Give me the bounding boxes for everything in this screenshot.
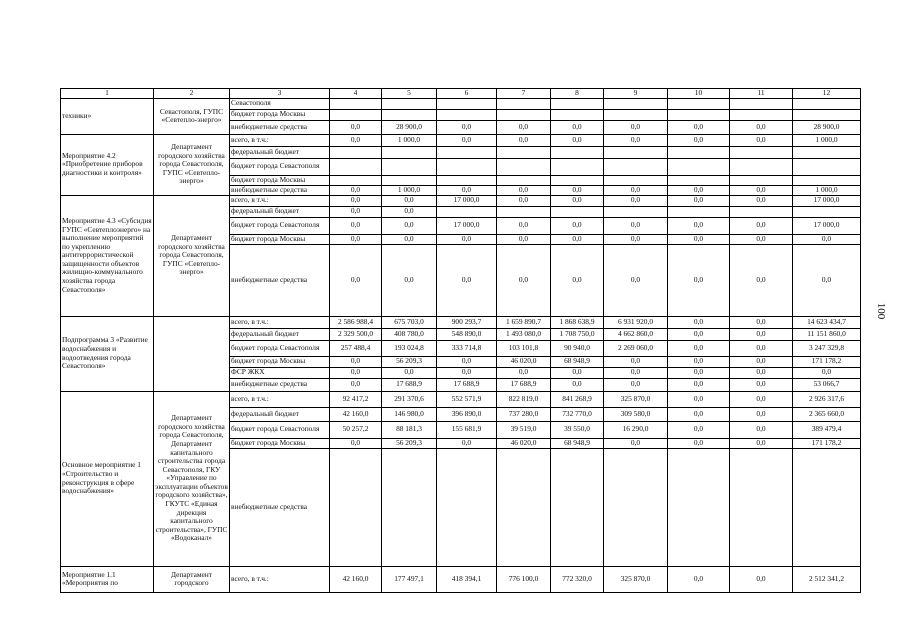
- amount-cell: 900 293,7: [437, 316, 497, 328]
- amount-cell: 0,0: [730, 185, 793, 195]
- table-row: [61, 98, 861, 109]
- amount-cell: 56 209,3: [382, 438, 437, 448]
- amount-cell: 0,0: [497, 185, 551, 195]
- amount-cell: [604, 448, 668, 566]
- amount-cell: 0,0: [330, 206, 382, 217]
- amount-cell: 0,0: [437, 367, 497, 378]
- column-number: 1: [61, 89, 154, 99]
- amount-cell: 0,0: [730, 217, 793, 234]
- amount-cell: [793, 146, 861, 158]
- amount-cell: 68 948,9: [551, 438, 604, 448]
- amount-cell: 0,0: [730, 234, 793, 244]
- amount-cell: [437, 146, 497, 158]
- executor-name: Департамент городского хозяйства города Севастополя, ГУПС «Севтепло-энерго»: [154, 195, 230, 316]
- amount-cell: 0,0: [668, 244, 730, 316]
- amount-cell: [330, 448, 382, 566]
- amount-cell: 0,0: [668, 340, 730, 356]
- amount-cell: [551, 98, 604, 109]
- amount-cell: 50 257,2: [330, 421, 382, 438]
- funding-source: федеральный бюджет: [230, 407, 330, 421]
- amount-cell: 0,0: [382, 206, 437, 217]
- funding-source: внебюджетные средства: [230, 120, 330, 134]
- executor-name: Департамент городского хозяйства города Севастополя, Департамент капитального строительства города Севастополя, ГКУ «Управление по эксплуатации объектов городского хозяйства», ГКУТС «Единая дирекция капитального строительства», ГУПС «Водоканал»: [154, 391, 230, 566]
- amount-cell: [497, 175, 551, 185]
- amount-cell: 17 000,0: [793, 195, 861, 206]
- amount-cell: 0,0: [604, 234, 668, 244]
- amount-cell: 552 571,9: [437, 391, 497, 407]
- amount-cell: 11 151 860,0: [793, 328, 861, 340]
- amount-cell: [551, 158, 604, 175]
- amount-cell: [551, 206, 604, 217]
- amount-cell: 0,0: [730, 421, 793, 438]
- amount-cell: 0,0: [604, 185, 668, 195]
- amount-cell: 0,0: [604, 195, 668, 206]
- amount-cell: [604, 109, 668, 120]
- amount-cell: [497, 109, 551, 120]
- amount-cell: [382, 98, 437, 109]
- amount-cell: 0,0: [668, 356, 730, 367]
- amount-cell: 0,0: [551, 367, 604, 378]
- amount-cell: 0,0: [330, 217, 382, 234]
- amount-cell: [604, 98, 668, 109]
- amount-cell: 0,0: [604, 217, 668, 234]
- amount-cell: [437, 158, 497, 175]
- amount-cell: [330, 109, 382, 120]
- amount-cell: 0,0: [668, 421, 730, 438]
- amount-cell: 0,0: [330, 438, 382, 448]
- amount-cell: 0,0: [730, 391, 793, 407]
- amount-cell: 177 497,1: [382, 566, 437, 592]
- amount-cell: 0,0: [604, 120, 668, 134]
- amount-cell: 841 268,9: [551, 391, 604, 407]
- funding-source: всего, в т.ч.:: [230, 316, 330, 328]
- amount-cell: 0,0: [604, 367, 668, 378]
- executor-name: [154, 316, 230, 391]
- amount-cell: 0,0: [730, 356, 793, 367]
- amount-cell: 0,0: [730, 316, 793, 328]
- amount-cell: 0,0: [382, 367, 437, 378]
- amount-cell: [604, 206, 668, 217]
- amount-cell: [668, 98, 730, 109]
- amount-cell: 675 703,0: [382, 316, 437, 328]
- amount-cell: 0,0: [330, 120, 382, 134]
- amount-cell: 732 770,0: [551, 407, 604, 421]
- amount-cell: 17 688,9: [382, 378, 437, 391]
- amount-cell: 90 940,0: [551, 340, 604, 356]
- amount-cell: [730, 175, 793, 185]
- amount-cell: [668, 206, 730, 217]
- amount-cell: 1 000,0: [793, 185, 861, 195]
- amount-cell: 1 708 750,0: [551, 328, 604, 340]
- amount-cell: 0,0: [730, 367, 793, 378]
- amount-cell: 155 681,9: [437, 421, 497, 438]
- amount-cell: 0,0: [330, 378, 382, 391]
- column-number: 7: [497, 89, 551, 99]
- amount-cell: 0,0: [793, 367, 861, 378]
- amount-cell: 309 580,0: [604, 407, 668, 421]
- amount-cell: [497, 448, 551, 566]
- amount-cell: 42 160,0: [330, 407, 382, 421]
- amount-cell: [793, 175, 861, 185]
- table-row: [61, 195, 861, 206]
- amount-cell: 0,0: [437, 134, 497, 146]
- amount-cell: 389 479,4: [793, 421, 861, 438]
- amount-cell: 0,0: [497, 120, 551, 134]
- amount-cell: 0,0: [382, 195, 437, 206]
- amount-cell: 53 066,7: [793, 378, 861, 391]
- amount-cell: [793, 158, 861, 175]
- amount-cell: 17 688,9: [437, 378, 497, 391]
- executor-name: Департамент городского: [154, 566, 230, 592]
- amount-cell: 0,0: [497, 244, 551, 316]
- amount-cell: 0,0: [730, 566, 793, 592]
- amount-cell: [730, 206, 793, 217]
- amount-cell: [604, 146, 668, 158]
- amount-cell: 56 209,3: [382, 356, 437, 367]
- funding-source: всего, в т.ч.:: [230, 134, 330, 146]
- amount-cell: 0,0: [551, 378, 604, 391]
- funding-source: внебюджетные средства: [230, 448, 330, 566]
- amount-cell: [730, 146, 793, 158]
- activity-name: Основное мероприятие 1 «Строительство и реконструкция в сфере водоснабжения»: [61, 391, 154, 566]
- amount-cell: 2 926 317,6: [793, 391, 861, 407]
- amount-cell: [551, 175, 604, 185]
- amount-cell: 0,0: [793, 244, 861, 316]
- amount-cell: 171 178,2: [793, 356, 861, 367]
- amount-cell: [668, 158, 730, 175]
- funding-source: всего, в т.ч.:: [230, 195, 330, 206]
- amount-cell: [382, 448, 437, 566]
- funding-source: бюджет города Москвы: [230, 109, 330, 120]
- amount-cell: 0,0: [330, 195, 382, 206]
- amount-cell: 17 000,0: [437, 217, 497, 234]
- amount-cell: [437, 175, 497, 185]
- amount-cell: 0,0: [551, 120, 604, 134]
- amount-cell: 146 980,0: [382, 407, 437, 421]
- amount-cell: [382, 175, 437, 185]
- amount-cell: [793, 448, 861, 566]
- amount-cell: 3 247 329,8: [793, 340, 861, 356]
- funding-source: бюджет города Севастополя: [230, 340, 330, 356]
- amount-cell: 88 181,3: [382, 421, 437, 438]
- amount-cell: [382, 146, 437, 158]
- amount-cell: 17 688,9: [497, 378, 551, 391]
- funding-source: бюджет города Москвы: [230, 234, 330, 244]
- amount-cell: 0,0: [668, 316, 730, 328]
- amount-cell: [668, 109, 730, 120]
- column-number: 11: [730, 89, 793, 99]
- amount-cell: 0,0: [793, 234, 861, 244]
- amount-cell: 0,0: [730, 195, 793, 206]
- amount-cell: [437, 98, 497, 109]
- amount-cell: 822 819,0: [497, 391, 551, 407]
- funding-source: внебюджетные средства: [230, 185, 330, 195]
- amount-cell: [551, 448, 604, 566]
- table-row: [61, 134, 861, 146]
- amount-cell: [730, 98, 793, 109]
- amount-cell: 39 519,0: [497, 421, 551, 438]
- amount-cell: 325 870,0: [604, 566, 668, 592]
- amount-cell: [330, 175, 382, 185]
- amount-cell: 291 370,6: [382, 391, 437, 407]
- column-number: 8: [551, 89, 604, 99]
- amount-cell: 92 417,2: [330, 391, 382, 407]
- amount-cell: 0,0: [497, 234, 551, 244]
- amount-cell: [497, 146, 551, 158]
- amount-cell: 2 512 341,2: [793, 566, 861, 592]
- amount-cell: 0,0: [330, 234, 382, 244]
- amount-cell: 257 488,4: [330, 340, 382, 356]
- amount-cell: [437, 109, 497, 120]
- column-number: 6: [437, 89, 497, 99]
- executor-name: Департамент городского хозяйства города Севастополя, ГУПС «Севтепло-энерго»: [154, 134, 230, 195]
- funding-source: бюджет города Севастополя: [230, 421, 330, 438]
- amount-cell: 2 329 500,0: [330, 328, 382, 340]
- activity-name: техники»: [61, 98, 154, 134]
- amount-cell: 103 101,8: [497, 340, 551, 356]
- funding-source: бюджет города Москвы: [230, 175, 330, 185]
- amount-cell: 0,0: [604, 244, 668, 316]
- amount-cell: 0,0: [668, 217, 730, 234]
- amount-cell: 0,0: [668, 566, 730, 592]
- amount-cell: 0,0: [382, 217, 437, 234]
- table-row: [61, 391, 861, 407]
- amount-cell: [330, 158, 382, 175]
- amount-cell: 333 714,8: [437, 340, 497, 356]
- amount-cell: 193 024,8: [382, 340, 437, 356]
- amount-cell: 0,0: [497, 195, 551, 206]
- column-number: 10: [668, 89, 730, 99]
- amount-cell: 1 000,0: [382, 185, 437, 195]
- activity-name: Мероприятие 4.2 «Приобретение приборов диагностики и контроля»: [61, 134, 154, 195]
- amount-cell: 42 160,0: [330, 566, 382, 592]
- amount-cell: 325 870,0: [604, 391, 668, 407]
- funding-source: ФСР ЖКХ: [230, 367, 330, 378]
- amount-cell: 0,0: [730, 328, 793, 340]
- column-number: 9: [604, 89, 668, 99]
- amount-cell: 0,0: [551, 195, 604, 206]
- funding-source: федеральный бюджет: [230, 328, 330, 340]
- amount-cell: 737 280,0: [497, 407, 551, 421]
- amount-cell: 0,0: [330, 185, 382, 195]
- amount-cell: 0,0: [437, 120, 497, 134]
- amount-cell: [497, 98, 551, 109]
- funding-source: бюджет города Севастополя: [230, 158, 330, 175]
- amount-cell: 0,0: [604, 378, 668, 391]
- amount-cell: [730, 158, 793, 175]
- amount-cell: [330, 146, 382, 158]
- amount-cell: 6 931 920,0: [604, 316, 668, 328]
- amount-cell: [668, 146, 730, 158]
- funding-source: всего, в т.ч.:: [230, 566, 330, 592]
- column-number: 5: [382, 89, 437, 99]
- executor-name: Севастополя, ГУПС «Севтепло-энерго»: [154, 98, 230, 134]
- table-row: [61, 316, 861, 328]
- header-row: [61, 89, 861, 99]
- amount-cell: 0,0: [551, 244, 604, 316]
- amount-cell: [382, 109, 437, 120]
- amount-cell: 0,0: [551, 185, 604, 195]
- amount-cell: [497, 158, 551, 175]
- column-number: 12: [793, 89, 861, 99]
- amount-cell: 0,0: [551, 217, 604, 234]
- amount-cell: 0,0: [437, 438, 497, 448]
- amount-cell: 46 020,0: [497, 438, 551, 448]
- funding-source: федеральный бюджет: [230, 206, 330, 217]
- amount-cell: 0,0: [668, 378, 730, 391]
- amount-cell: 0,0: [604, 356, 668, 367]
- amount-cell: [793, 206, 861, 217]
- amount-cell: 0,0: [730, 378, 793, 391]
- amount-cell: [604, 175, 668, 185]
- amount-cell: 0,0: [668, 195, 730, 206]
- amount-cell: [551, 109, 604, 120]
- amount-cell: [497, 206, 551, 217]
- amount-cell: 0,0: [330, 356, 382, 367]
- funding-source: Севастополя: [230, 98, 330, 109]
- amount-cell: 16 290,0: [604, 421, 668, 438]
- amount-cell: 17 000,0: [793, 217, 861, 234]
- amount-cell: [437, 448, 497, 566]
- amount-cell: 0,0: [668, 185, 730, 195]
- amount-cell: 0,0: [604, 438, 668, 448]
- amount-cell: 0,0: [330, 244, 382, 316]
- amount-cell: 0,0: [437, 244, 497, 316]
- amount-cell: [382, 158, 437, 175]
- amount-cell: 0,0: [668, 407, 730, 421]
- amount-cell: 0,0: [551, 134, 604, 146]
- amount-cell: 0,0: [497, 367, 551, 378]
- amount-cell: 772 320,0: [551, 566, 604, 592]
- amount-cell: 28 900,0: [793, 120, 861, 134]
- amount-cell: [793, 98, 861, 109]
- amount-cell: [668, 448, 730, 566]
- budget-table: [60, 88, 861, 593]
- amount-cell: 1 659 890,7: [497, 316, 551, 328]
- activity-name: Подпрограмма 3 «Развитие водоснабжения и водоотведения города Севастополя»: [61, 316, 154, 391]
- amount-cell: 46 020,0: [497, 356, 551, 367]
- page-number: 100: [875, 302, 887, 320]
- amount-cell: 0,0: [497, 134, 551, 146]
- amount-cell: 4 662 860,0: [604, 328, 668, 340]
- amount-cell: 171 178,2: [793, 438, 861, 448]
- amount-cell: [730, 448, 793, 566]
- amount-cell: 0,0: [497, 217, 551, 234]
- amount-cell: 0,0: [668, 367, 730, 378]
- amount-cell: 0,0: [668, 234, 730, 244]
- amount-cell: 0,0: [382, 244, 437, 316]
- amount-cell: 28 900,0: [382, 120, 437, 134]
- amount-cell: 396 890,0: [437, 407, 497, 421]
- amount-cell: 0,0: [730, 438, 793, 448]
- amount-cell: 0,0: [730, 134, 793, 146]
- amount-cell: 0,0: [382, 234, 437, 244]
- amount-cell: 0,0: [551, 234, 604, 244]
- column-number: 4: [330, 89, 382, 99]
- column-number: 2: [154, 89, 230, 99]
- table-row: [61, 566, 861, 592]
- amount-cell: 2 365 660,0: [793, 407, 861, 421]
- amount-cell: 0,0: [668, 134, 730, 146]
- amount-cell: [604, 158, 668, 175]
- amount-cell: 0,0: [730, 340, 793, 356]
- amount-cell: 408 780,0: [382, 328, 437, 340]
- amount-cell: [551, 146, 604, 158]
- amount-cell: 0,0: [437, 234, 497, 244]
- funding-source: федеральный бюджет: [230, 146, 330, 158]
- amount-cell: 0,0: [730, 244, 793, 316]
- funding-source: внебюджетные средства: [230, 244, 330, 316]
- table-body: [61, 89, 861, 593]
- amount-cell: 0,0: [604, 134, 668, 146]
- amount-cell: 68 948,9: [551, 356, 604, 367]
- amount-cell: 0,0: [330, 134, 382, 146]
- amount-cell: [730, 109, 793, 120]
- funding-source: внебюджетные средства: [230, 378, 330, 391]
- amount-cell: 0,0: [437, 185, 497, 195]
- amount-cell: 548 890,0: [437, 328, 497, 340]
- amount-cell: 0,0: [668, 328, 730, 340]
- amount-cell: 1 868 638,9: [551, 316, 604, 328]
- amount-cell: [437, 206, 497, 217]
- amount-cell: 418 394,1: [437, 566, 497, 592]
- funding-source: всего, в т.ч.:: [230, 391, 330, 407]
- amount-cell: 1 000,0: [793, 134, 861, 146]
- amount-cell: 0,0: [668, 120, 730, 134]
- amount-cell: 0,0: [668, 391, 730, 407]
- amount-cell: [668, 175, 730, 185]
- column-number: 3: [230, 89, 330, 99]
- amount-cell: 0,0: [730, 407, 793, 421]
- amount-cell: 17 000,0: [437, 195, 497, 206]
- amount-cell: 39 550,0: [551, 421, 604, 438]
- amount-cell: 14 623 434,7: [793, 316, 861, 328]
- amount-cell: 1 493 080,0: [497, 328, 551, 340]
- amount-cell: [330, 98, 382, 109]
- funding-source: бюджет города Москвы: [230, 438, 330, 448]
- amount-cell: 1 000,0: [382, 134, 437, 146]
- funding-source: бюджет города Севастополя: [230, 217, 330, 234]
- amount-cell: 0,0: [668, 438, 730, 448]
- amount-cell: 0,0: [330, 367, 382, 378]
- amount-cell: 2 586 988,4: [330, 316, 382, 328]
- amount-cell: 2 269 060,0: [604, 340, 668, 356]
- activity-name: Мероприятие 1.1 «Мероприятия по: [61, 566, 154, 592]
- amount-cell: 0,0: [437, 356, 497, 367]
- amount-cell: 0,0: [730, 120, 793, 134]
- activity-name: Мероприятие 4.3 «Субсидия ГУПС «Севтеплоэнерго» на выполнение мероприятий по укреплению антитеррористической защищенности объектов жилищно-коммунального хозяйства города Севастополя»: [61, 195, 154, 316]
- funding-source: бюджет города Москвы: [230, 356, 330, 367]
- amount-cell: [793, 109, 861, 120]
- amount-cell: 776 100,0: [497, 566, 551, 592]
